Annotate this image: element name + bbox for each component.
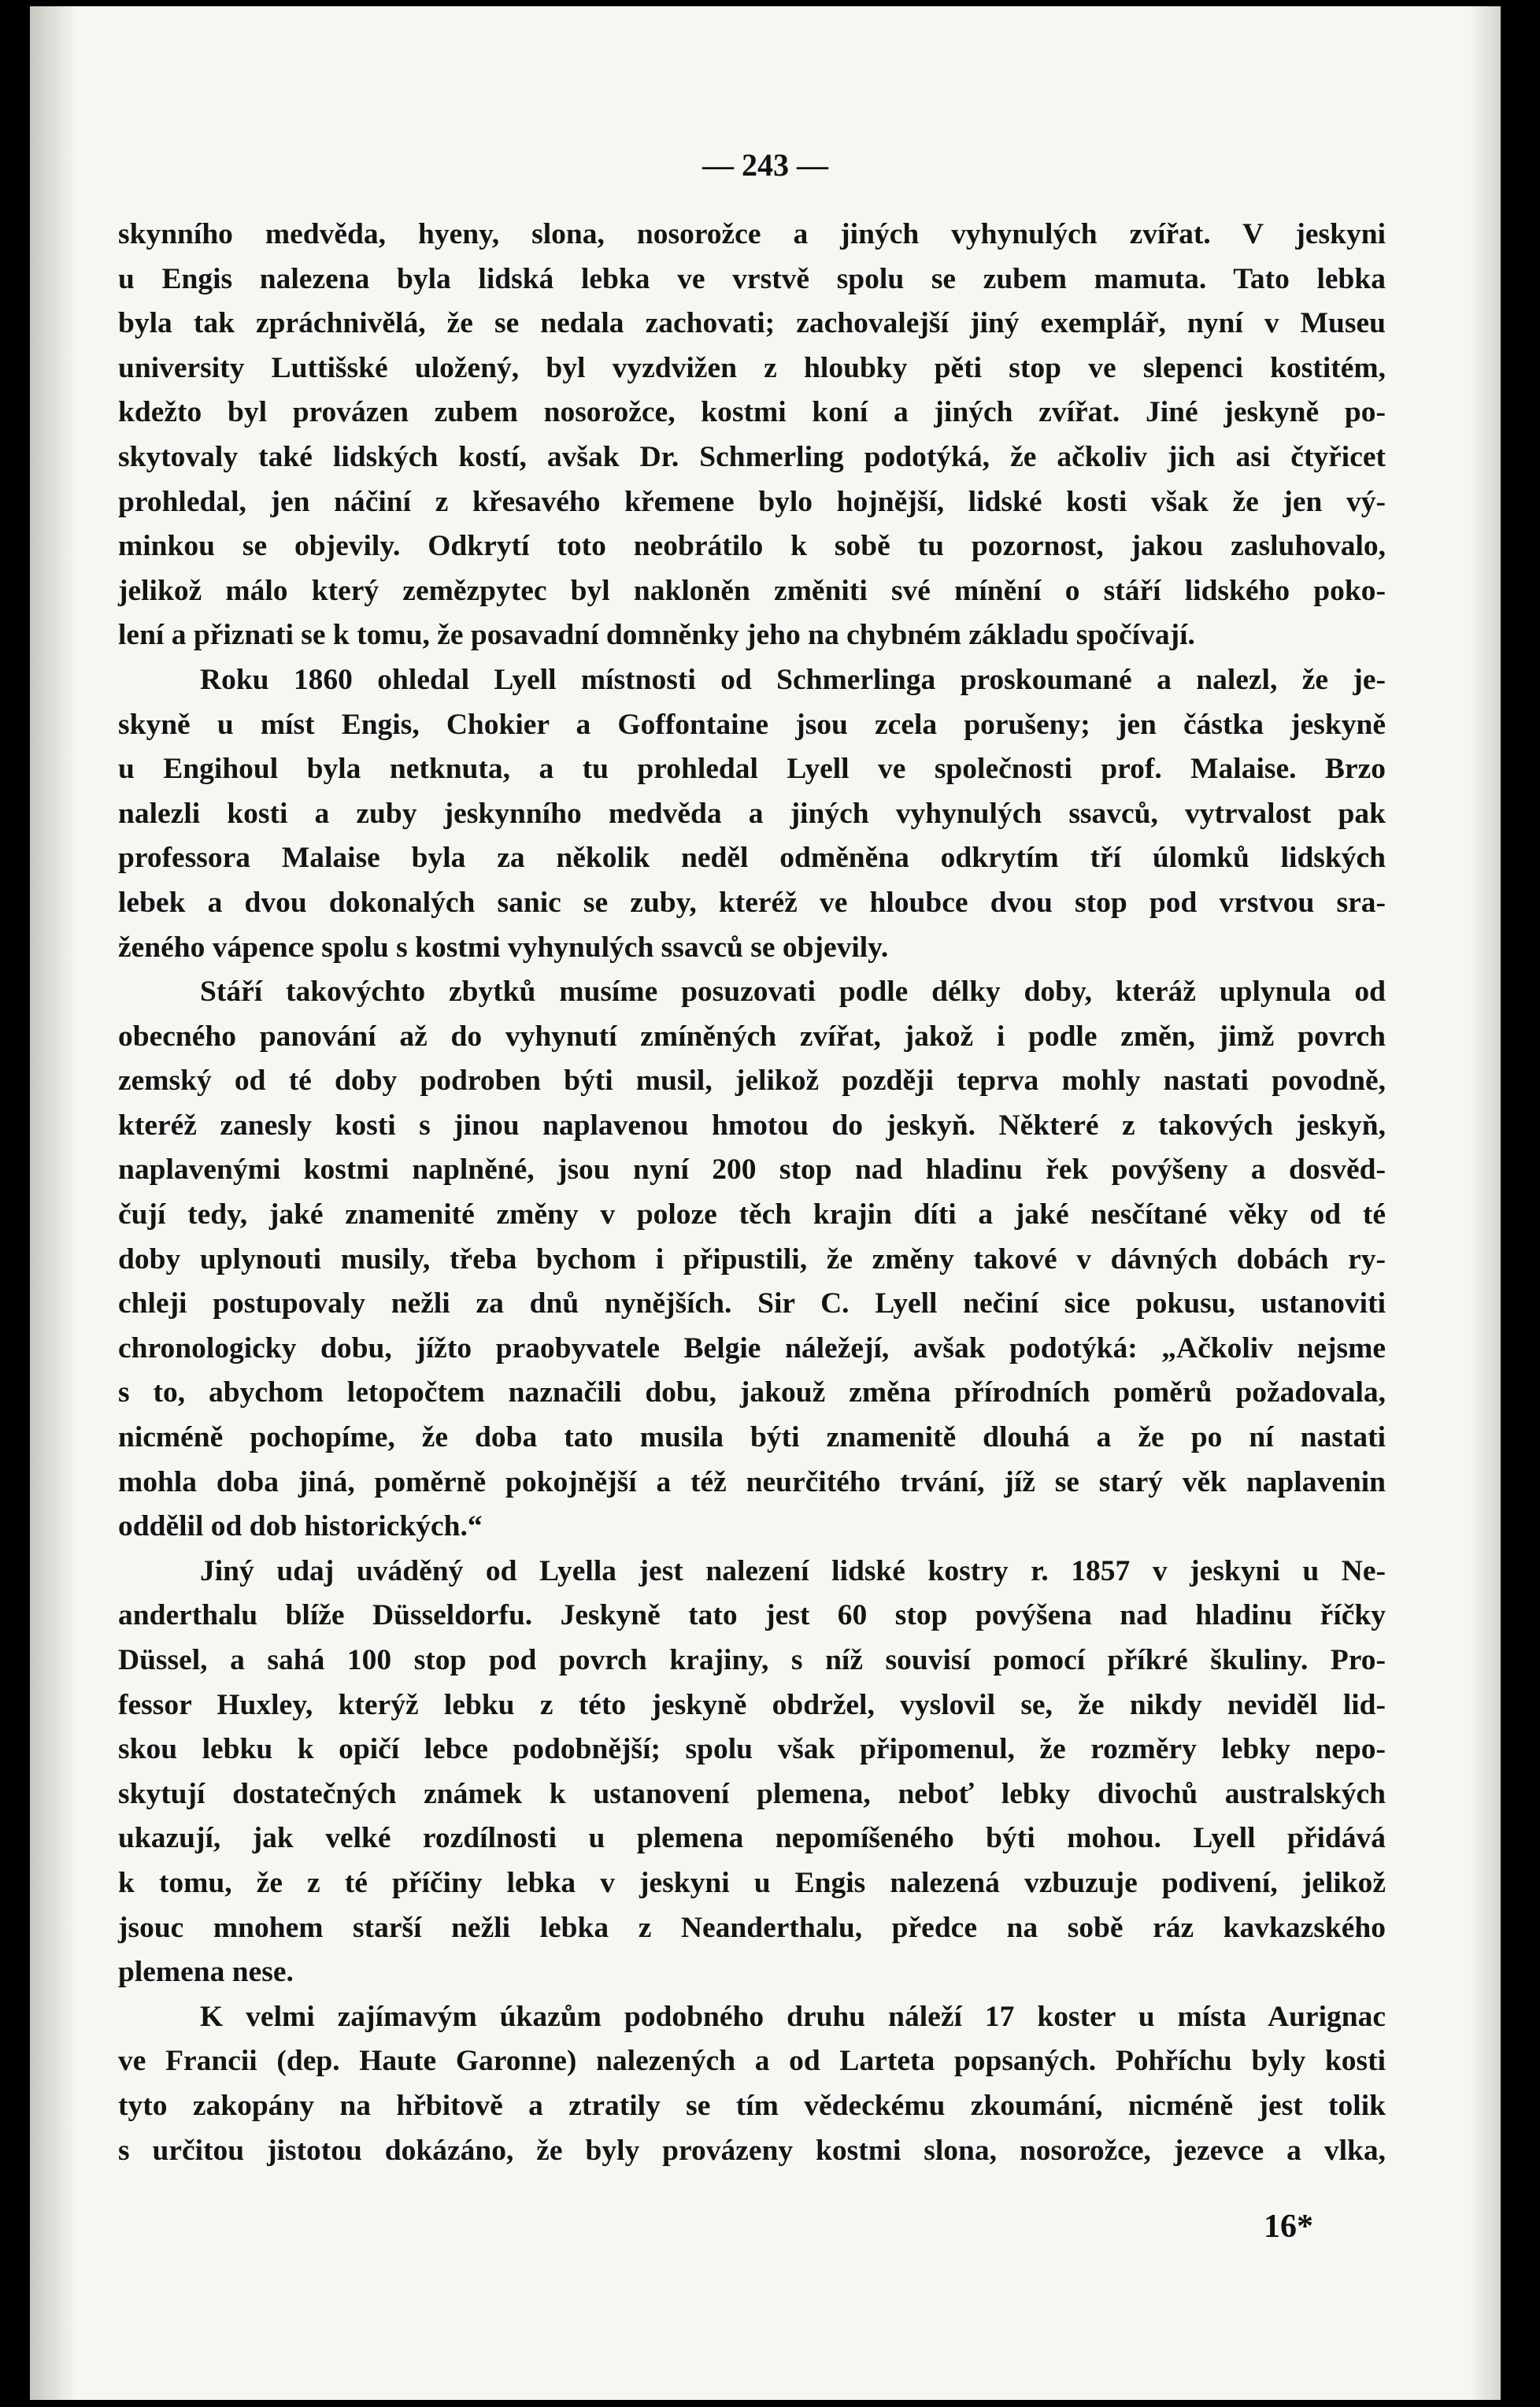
text-line: skytují dostatečných známek k ustanovení plemena, neboť lebky divochů australských <box>118 1777 1386 1810</box>
text-line: Roku 1860 ohledal Lyell místnosti od Schmerlinga proskoumané a nalezl, že je- <box>200 663 1386 696</box>
text-line: oddělil od dob historických.“ <box>118 1510 483 1543</box>
text-line: doby uplynouti musily, třeba bychom i připustili, že změny takové v dávných dobách ry- <box>118 1242 1386 1276</box>
text-line: Jiný udaj uváděný od Lyella jest nalezení lidské kostry r. 1857 v jeskyni u Ne- <box>200 1554 1386 1587</box>
page-edge-shadow <box>1469 6 1501 2400</box>
text-line: plemena nese. <box>118 1956 294 1989</box>
text-line: zemský od té doby podroben býti musil, jelikož později teprva mohly nastati povodně, <box>118 1065 1386 1098</box>
text-line: byla tak zpráchnivělá, že se nedala zachovati; zachovalejší jiný exemplář, nyní v Museu <box>118 307 1386 340</box>
text-line: k tomu, že z té příčiny lebka v jeskyni u Engis nalezená vzbuzuje podivení, jelikož <box>118 1866 1386 1899</box>
text-line: jsouc mnohem starší nežli lebka z Neanderthalu, předce na sobě ráz kavkazského <box>118 1911 1386 1944</box>
text-line: mohla doba jiná, poměrně pokojnější a též neurčitého trvání, jíž se starý věk naplavenin <box>118 1465 1386 1498</box>
signature-mark: 16* <box>1264 2209 1313 2245</box>
text-line: minkou se objevily. Odkrytí toto neobrátilo k sobě tu pozornost, jakou zasluhovalo, <box>118 530 1386 563</box>
text-line: skou lebku k opičí lebce podobnější; spolu však připomenul, že rozměry lebky nepo- <box>118 1733 1386 1766</box>
text-line: jelikož málo který zemězpytec byl nakloněn změniti své mínění o stáří lidského poko- <box>118 574 1386 607</box>
text-line: ve Francii (dep. Haute Garonne) nalezených a od Larteta popsaných. Pohříchu byly kosti <box>118 2045 1386 2078</box>
text-line: kdežto byl provázen zubem nosorožce, kostmi koní a jiných zvířat. Jiné jeskyně po- <box>118 396 1386 429</box>
text-line: skynního medvěda, hyeny, slona, nosorožce a jiných vyhynulých zvířat. V jeskyni <box>118 218 1386 250</box>
text-line: chronologicky dobu, jížto praobyvatele Belgie náležejí, avšak podotýká: „Ačkoliv nejsme <box>118 1331 1386 1365</box>
page-number: — 243 — <box>702 147 828 183</box>
spine-shadow <box>30 6 77 2400</box>
text-line: naplavenými kostmi naplněné, jsou nyní 200 stop nad hladinu řek povýšeny a dosvěd- <box>118 1154 1386 1187</box>
body-text <box>118 213 1386 2173</box>
text-line: nicméně pochopíme, že doba tato musila býti znamenitě dlouhá a že po ní nastati <box>118 1421 1386 1454</box>
text-line: u Engis nalezena byla lidská lebka ve vrstvě spolu se zubem mamuta. Tato lebka <box>118 262 1386 295</box>
text-line: nalezli kosti a zuby jeskynního medvěda a jiných vyhynulých ssavců, vytrvalost pak <box>118 797 1386 830</box>
text-line: fessor Huxley, kterýž lebku z této jeskyně obdržel, vyslovil se, že nikdy neviděl lid- <box>118 1688 1386 1721</box>
text-line: lení a přiznati se k tomu, že posavadní domněnky jeho na chybném základu spočívají. <box>118 619 1195 652</box>
text-line: tyto zakopány na hřbitově a ztratily se tím vědeckému zkoumání, nicméně jest tolik <box>118 2089 1386 2122</box>
text-line: obecného panování až do vyhynutí zmíněných zvířat, jakož i podle změn, jimž povrch <box>118 1020 1386 1053</box>
text-line: ženého vápence spolu s kostmi vyhynulých ssavců se objevily. <box>118 931 889 964</box>
text-line: prohledal, jen náčiní z křesavého křemene bylo hojnější, lidské kosti však že jen vý- <box>118 485 1386 518</box>
text-line: K velmi zajímavým úkazům podobného druhu náleží 17 koster u místa Aurignac <box>200 2000 1386 2033</box>
text-line: skytovaly také lidských kostí, avšak Dr. Schmerling podotýká, že ačkoliv jich asi čtyřicet <box>118 440 1386 473</box>
text-line: ukazují, jak velké rozdílnosti u plemena nepomíšeného býti mohou. Lyell přidává <box>118 1822 1386 1855</box>
text-line: s určitou jistotou dokázáno, že byly provázeny kostmi slona, nosorožce, jezevce a vlka, <box>118 2134 1386 2167</box>
text-line: kteréž zanesly kosti s jinou naplavenou hmotou do jeskyň. Některé z takových jeskyň, <box>118 1109 1386 1142</box>
book-page <box>30 6 1501 2400</box>
text-line: s to, abychom letopočtem naznačili dobu, jakouž změna přírodních poměrů požadovala, <box>118 1376 1386 1409</box>
text-line: skyně u míst Engis, Chokier a Goffontaine jsou zcela porušeny; jen částka jeskyně <box>118 708 1386 741</box>
text-line: čují tedy, jaké znamenité změny v poloze těch krajin díti a jaké nesčítané věky od té <box>118 1198 1386 1231</box>
text-line: Stáří takovýchto zbytků musíme posuzovati podle délky doby, kteráž uplynula od <box>200 976 1386 1009</box>
text-line: professora Malaise byla za několik neděl odměněna odkrytím tří úlomků lidských <box>118 842 1386 875</box>
text-line: u Engihoul byla netknuta, a tu prohledal Lyell ve společnosti prof. Malaise. Brzo <box>118 753 1386 786</box>
text-line: chleji postupovaly nežli za dnů nynějších. Sir C. Lyell nečiní sice pokusu, ustanoviti <box>118 1287 1386 1320</box>
text-line: university Luttišské uložený, byl vyzdvižen z hloubky pěti stop ve slepenci kostitém, <box>118 351 1386 384</box>
text-line: lebek a dvou dokonalých sanic se zuby, kteréž ve hloubce dvou stop pod vrstvou sra- <box>118 886 1386 919</box>
text-line: anderthalu blíže Düsseldorfu. Jeskyně tato jest 60 stop povýšena nad hladinu říčky <box>118 1599 1386 1632</box>
text-line: Düssel, a sahá 100 stop pod povrch krajiny, s níž souvisí pomocí příkré škuliny. Pro- <box>118 1644 1386 1676</box>
